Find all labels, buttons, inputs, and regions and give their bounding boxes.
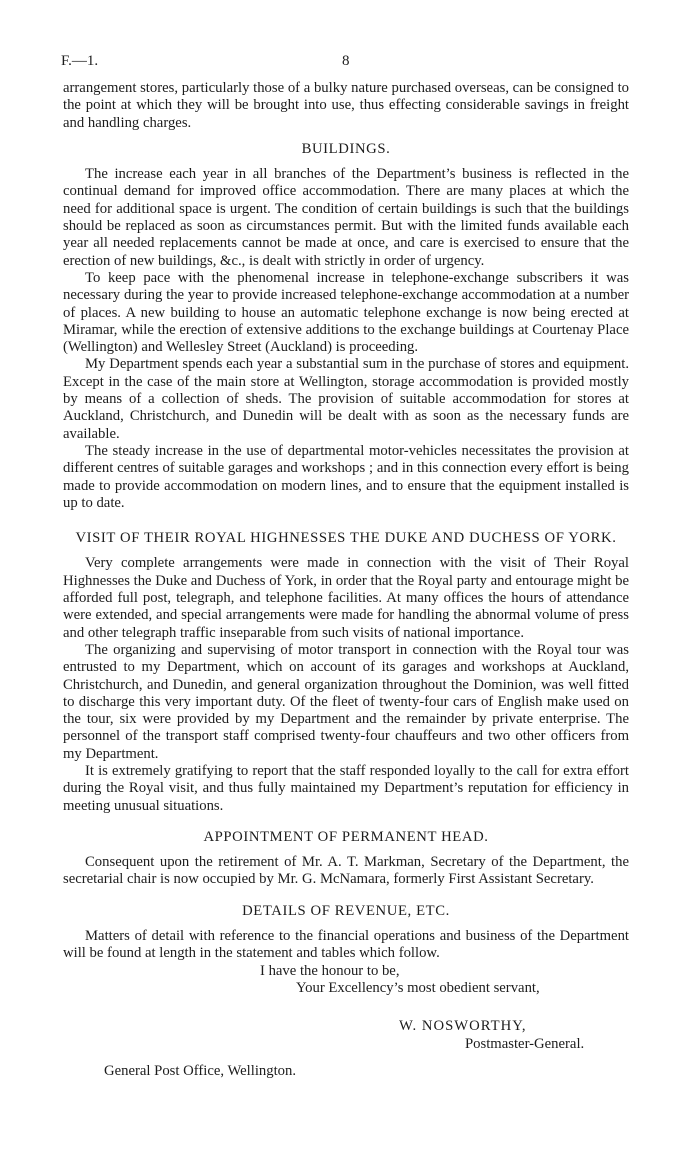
permanent-head-paragraph: Consequent upon the retirement of Mr. A. T. Markman, Secretary of the Department, the secretarial chair is now occupied by Mr. G. McNamara, formerly First Assistant Secretary. [63, 854, 629, 888]
document-code: F.—1. [61, 53, 99, 69]
buildings-paragraph: The increase each year in all branches of the Department’s business is reflected in the continual demand for improved office accommodation. There are many places at which the need for additional space is urgent. The condition of certain buildings is such that the buildings should be replaced as soon as circumstances permit. But with the limited funds available each year all needed replacements cannot be made at once, and care is exercised to ensure that the erection of new buildings, &c., is dealt with strictly in order of urgency. [63, 166, 629, 269]
continuation-paragraph: arrangement stores, particularly those of a bulky nature purchased overseas, can be consigned to the point at which they will be brought into use, thus effecting considerable savings in freight and handling charges. [63, 80, 629, 131]
royal-visit-paragraph: It is extremely gratifying to report that the staff responded loyally to the call for extra effort during the Royal visit, and thus fully maintained my Department’s reputation for efficiency in meeting unusual situations. [63, 762, 629, 814]
section-heading-permanent-head: APPOINTMENT OF PERMANENT HEAD. [203, 828, 489, 845]
signatory-title: Postmaster-General. [465, 1035, 585, 1052]
section-heading-buildings: BUILDINGS. [301, 140, 391, 157]
document-body [63, 80, 629, 1083]
buildings-paragraph: The steady increase in the use of departmental motor-vehicles necessitates the provision at different centres of suitable garages and workshops ; and in this connection every effort is being made to provide accommodation on modern lines, and to ensure that the equipment installed is up to date. [63, 442, 629, 511]
buildings-paragraph: My Department spends each year a substantial sum in the purchase of stores and equipment. Except in the case of the main store at Wellington, storage accommodation is provided mostly by means of a collection of sheds. The provision of suitable accommodation for stores at Auckland, Christchurch, and Dunedin will be dealt with as soon as the necessary funds are available. [63, 356, 629, 442]
closing-block [63, 963, 629, 1083]
closing-honour: I have the honour to be, [260, 962, 400, 979]
section-heading-royal-visit: VISIT OF THEIR ROYAL HIGHNESSES THE DUKE AND DUCHESS OF YORK. [75, 530, 617, 547]
office-address: General Post Office, Wellington. [104, 1062, 297, 1079]
signatory-name: W. NOSWORTHY, [399, 1017, 527, 1034]
royal-visit-paragraph: The organizing and supervising of motor transport in connection with the Royal tour was entrusted to my Department, which on account of its garages and workshops at Auckland, Christchurch, and Dunedin, and general organization throughout the Dominion, was well fitted to discharge this very important duty. Of the fleet of twenty-four cars of English make used on the tour, six were provided by my Department and the remainder by private enterprise. The personnel of the transport staff comprised twenty-four chauffeurs and two other officers from my Department. [63, 641, 629, 762]
closing-servant: Your Excellency’s most obedient servant, [296, 979, 540, 996]
section-heading-revenue: DETAILS OF REVENUE, ETC. [242, 902, 450, 919]
revenue-paragraph: Matters of detail with reference to the financial operations and business of the Department will be found at length in the statement and tables which follow. [63, 928, 629, 962]
buildings-paragraph: To keep pace with the phenomenal increase in telephone-exchange subscribers it was necessary during the year to provide increased telephone-exchange accommodation at a number of places. A new building to house an automatic telephone exchange is now being erected at Miramar, while the erection of extensive additions to the exchange buildings at Courtenay Place (Wellington) and Wellesley Street (Auckland) is proceeding. [63, 269, 629, 356]
page-number: 8 [342, 53, 350, 69]
royal-visit-paragraph: Very complete arrangements were made in connection with the visit of Their Royal Highnesses the Duke and Duchess of York, in order that the Royal party and entourage might be afforded full post, telegraph, and telephone facilities. At many offices the hours of attendance were extended, and special arrangements were made for handling the abnormal volume of press and other telegraph traffic inseparable from such visits of national importance. [63, 555, 629, 641]
